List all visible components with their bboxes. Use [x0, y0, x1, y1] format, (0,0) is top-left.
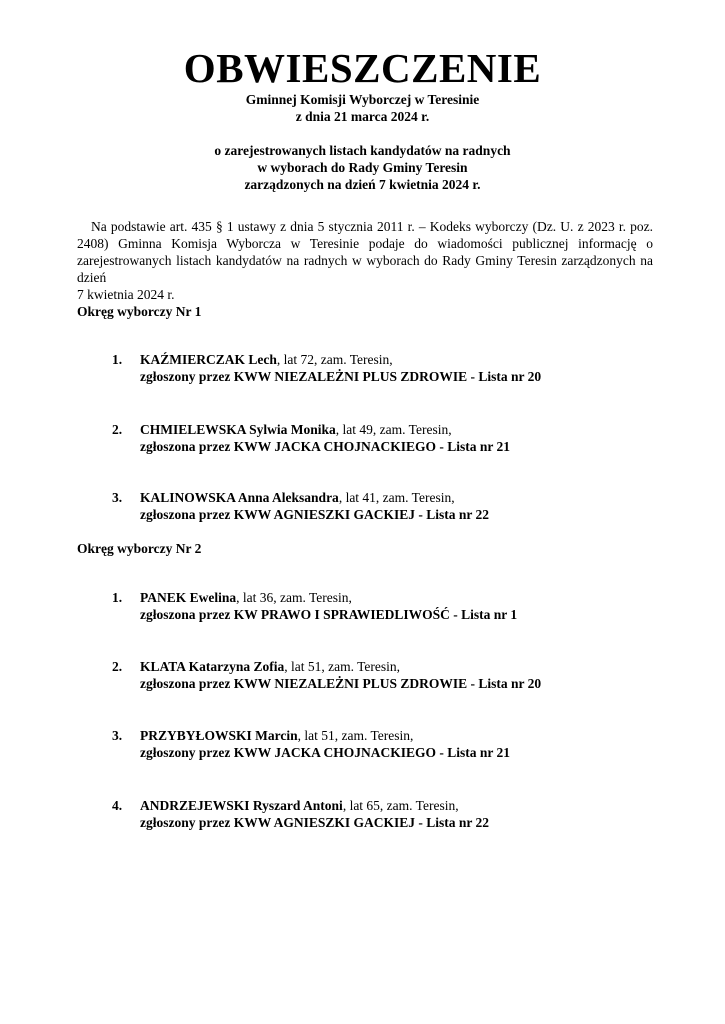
intro-line-1: Na podstawie art. 435 § 1 ustawy z dnia 5 stycznia 2011 r. – Kodeks wyborczy (Dz. U. z 2023 r. poz.	[91, 219, 653, 234]
candidate-name: PANEK Ewelina	[140, 590, 237, 605]
intro-paragraph	[77, 218, 653, 303]
candidate-number: 4.	[112, 798, 123, 813]
subject-line-1: o zarejestrowanych listach kandydatów na radnych	[214, 143, 511, 158]
candidate-name: KLATA Katarzyna Zofia	[140, 659, 285, 674]
candidate-number: 3.	[112, 728, 123, 743]
candidate-details: , lat 65, zam. Teresin,	[342, 798, 459, 813]
candidate-details: , lat 72, zam. Teresin,	[276, 352, 393, 367]
district-heading: Okręg wyborczy Nr 2	[77, 541, 202, 556]
candidate-submitted-by: zgłoszona przez KW PRAWO I SPRAWIEDLIWOŚĆ - Lista nr 1	[140, 607, 518, 622]
candidate-number: 2.	[112, 659, 123, 674]
issuer-line: Gminnej Komisji Wyborczej w Teresinie	[245, 92, 480, 107]
candidate-line-1	[140, 658, 400, 675]
candidate-number: 1.	[112, 352, 123, 367]
district-heading: Okręg wyborczy Nr 1	[77, 304, 202, 319]
candidate-submitted-by: zgłoszony przez KWW NIEZALEŻNI PLUS ZDROWIE - Lista nr 20	[140, 369, 542, 384]
document-title: OBWIESZCZENIE	[183, 45, 542, 91]
candidate-details: , lat 51, zam. Teresin,	[284, 659, 401, 674]
candidate-submitted-by: zgłoszona przez KWW AGNIESZKI GACKIEJ - Lista nr 22	[140, 507, 490, 522]
candidate-number: 2.	[112, 422, 123, 437]
subject-line-2: w wyborach do Rady Gminy Teresin	[257, 160, 468, 175]
candidate-number: 3.	[112, 490, 123, 505]
candidate-line-1	[140, 351, 393, 368]
candidate-submitted-by: zgłoszona przez KWW JACKA CHOJNACKIEGO - Lista nr 21	[140, 439, 510, 454]
candidate-name: PRZYBYŁOWSKI Marcin	[140, 728, 298, 743]
candidate-line-1	[140, 489, 455, 506]
candidate-details: , lat 51, zam. Teresin,	[297, 728, 414, 743]
candidate-details: , lat 36, zam. Teresin,	[236, 590, 352, 605]
intro-line-2: 2408) Gminna Komisja Wyborcza w Teresinie podaje do wiadomości publicznej informację o	[77, 236, 653, 251]
candidate-name: KALINOWSKA Anna Aleksandra	[140, 490, 339, 505]
candidate-name: CHMIELEWSKA Sylwia Monika	[140, 422, 336, 437]
candidate-number: 1.	[112, 590, 123, 605]
candidate-name: ANDRZEJEWSKI Ryszard Antoni	[140, 798, 343, 813]
candidate-details: , lat 41, zam. Teresin,	[338, 490, 455, 505]
candidate-name: KAŹMIERCZAK Lech	[140, 352, 277, 367]
intro-line-4: 7 kwietnia 2024 r.	[77, 287, 175, 302]
candidate-submitted-by: zgłoszony przez KWW JACKA CHOJNACKIEGO - Lista nr 21	[140, 745, 510, 760]
candidate-line-1	[140, 421, 452, 438]
candidate-submitted-by: zgłoszona przez KWW NIEZALEŻNI PLUS ZDROWIE - Lista nr 20	[140, 676, 542, 691]
date-line: z dnia 21 marca 2024 r.	[295, 109, 430, 124]
candidate-line-1	[140, 797, 459, 814]
subject-line-3: zarządzonych na dzień 7 kwietnia 2024 r.	[244, 177, 481, 192]
candidate-submitted-by: zgłoszony przez KWW AGNIESZKI GACKIEJ - Lista nr 22	[140, 815, 490, 830]
candidate-details: , lat 49, zam. Teresin,	[335, 422, 452, 437]
candidate-line-1	[140, 589, 352, 606]
candidate-line-1	[140, 727, 413, 744]
intro-line-3: zarejestrowanych listach kandydatów na radnych w wyborach do Rady Gminy Teresin zarządzonych na dzień	[77, 253, 653, 285]
